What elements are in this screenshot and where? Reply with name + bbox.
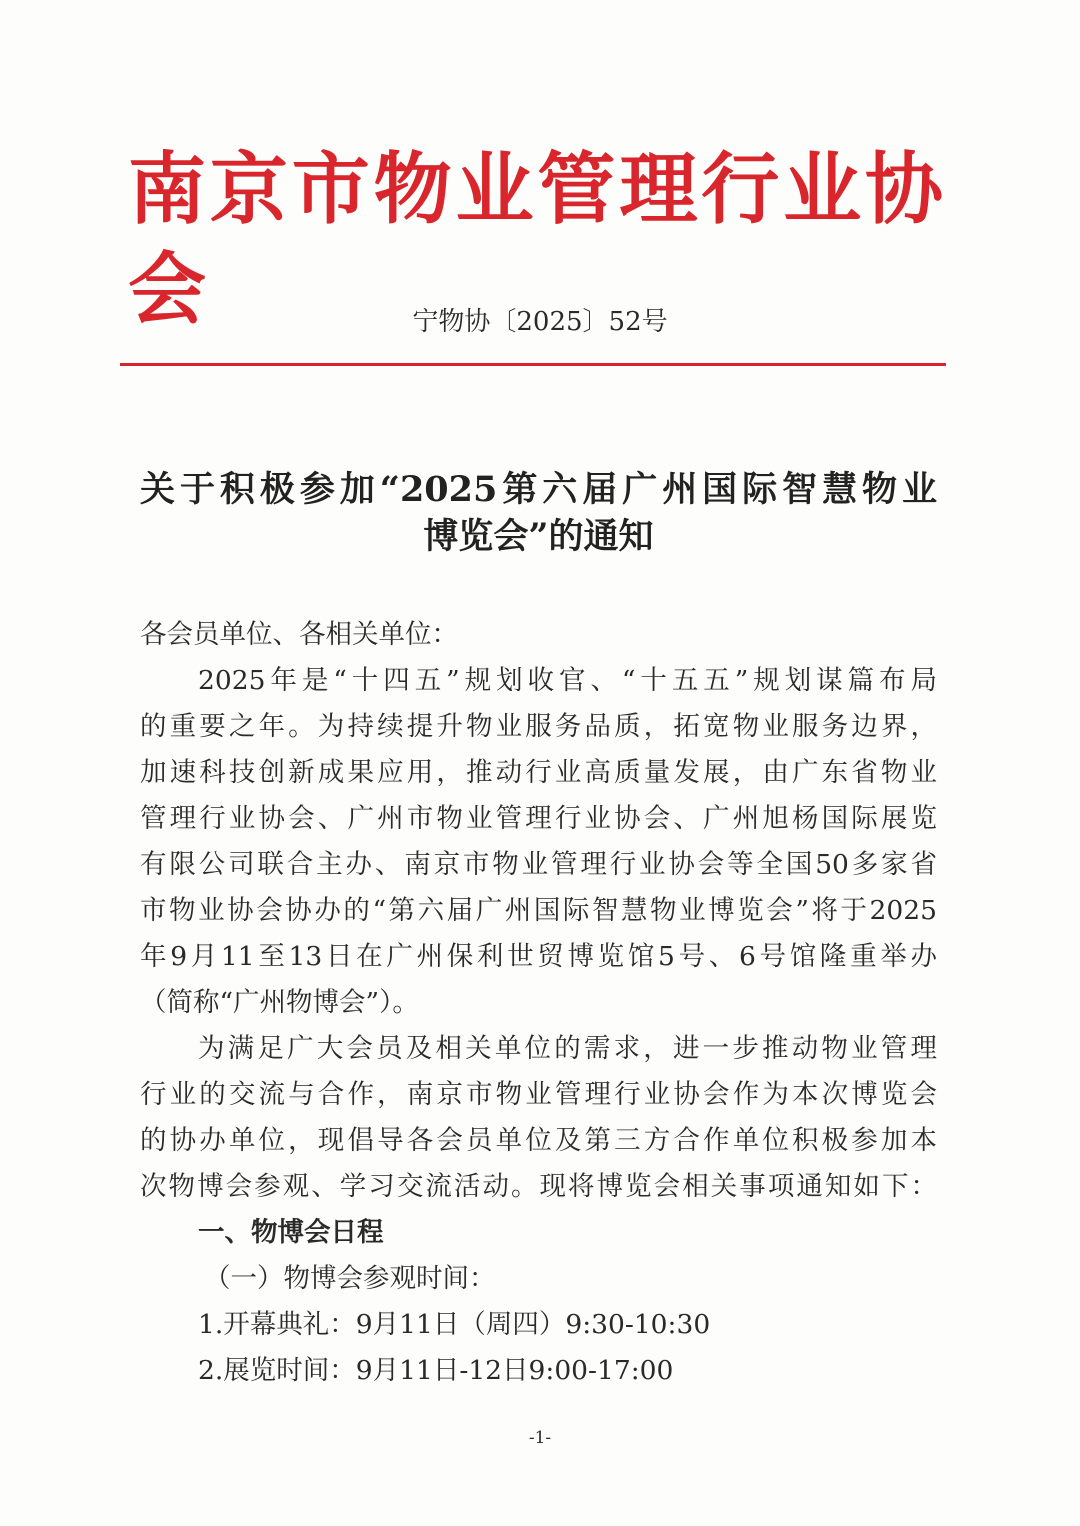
salutation: 各会员单位、各相关单位： [140, 619, 458, 650]
paragraph-line: 市物业协会协办的“第六届广州国际智慧物业博览会”将于2025 [140, 895, 937, 926]
section-heading: 一、物博会日程 [198, 1217, 384, 1248]
red-divider-line [120, 363, 946, 366]
paragraph-line: 管理行业协会、广州市物业管理行业协会、广州旭杨国际展览 [140, 803, 937, 834]
subsection-heading: （一）物博会参观时间： [204, 1263, 496, 1294]
paragraph-line: 有限公司联合主办、南京市物业管理行业协会等全国50多家省 [140, 849, 937, 880]
paragraph-line: 的协办单位，现倡导各会员单位及第三方合作单位积极参加本 [140, 1125, 937, 1156]
paragraph-line: 行业的交流与合作，南京市物业管理行业协会作为本次博览会 [140, 1079, 937, 1110]
organization-letterhead: 南京市物业管理行业协会 [128, 145, 943, 335]
paragraph-line: 为满足广大会员及相关单位的需求，进一步推动物业管理 [198, 1033, 937, 1064]
paragraph-line: 的重要之年。为持续提升物业服务品质，拓宽物业服务边界， [140, 711, 937, 742]
notice-title-line-2: 博览会”的通知 [423, 516, 654, 557]
page-number: -1- [528, 1428, 552, 1448]
paragraph-line: （简称“广州物博会”）。 [140, 987, 419, 1018]
schedule-item: 1.开幕典礼：9月11日（周四）9:30-10:30 [198, 1309, 711, 1340]
schedule-item: 2.展览时间：9月11日-12日9:00-17:00 [198, 1355, 674, 1386]
paragraph-line: 2025年是“十四五”规划收官、“十五五”规划谋篇布局 [198, 665, 937, 696]
paragraph-line: 加速科技创新成果应用，推动行业高质量发展，由广东省物业 [140, 757, 937, 788]
paragraph-line: 年9月11至13日在广州保利世贸博览馆5号、6号馆隆重举办 [140, 941, 937, 972]
paragraph-line: 次物博会参观、学习交流活动。现将博览会相关事项通知如下： [140, 1171, 937, 1202]
notice-title-line-1: 关于积极参加“2025第六届广州国际智慧物业 [140, 469, 937, 510]
document-number: 宁物协〔2025〕52号 [412, 307, 668, 337]
